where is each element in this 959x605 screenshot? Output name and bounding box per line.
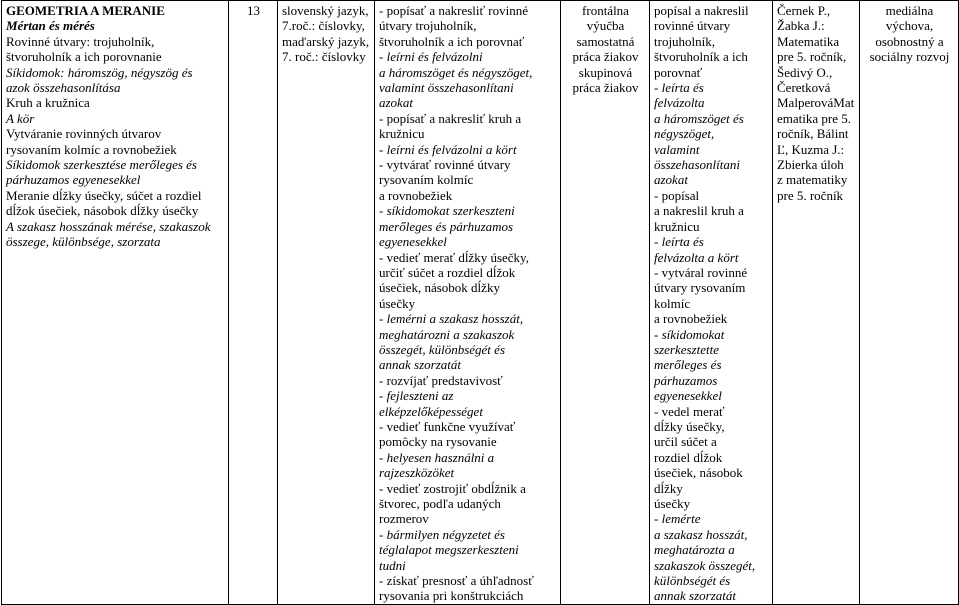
text-line: štvorec, podľa udaných bbox=[379, 496, 501, 511]
objectives-cell bbox=[375, 1, 561, 605]
text-line: A kör bbox=[6, 110, 35, 126]
text-line: különbségét és bbox=[654, 573, 731, 589]
text-line: kružnicu bbox=[379, 126, 425, 142]
text-line: - bármilyen négyzetet és bbox=[379, 526, 505, 542]
text-line: Černek P., bbox=[777, 3, 831, 18]
text-line: a háromszöget és négyszöget, bbox=[379, 64, 533, 80]
text-line: trojuholník, bbox=[654, 33, 716, 49]
text-line: azokat bbox=[654, 172, 688, 188]
text-line: Mértan és mérés bbox=[6, 18, 95, 34]
text-line: annak szorzatát bbox=[379, 357, 461, 373]
text-line: felvázolta a kört bbox=[654, 249, 739, 265]
text-line: Čeretková bbox=[777, 80, 831, 96]
text-line: dĺžky úsečky, bbox=[654, 418, 725, 434]
text-line: slovenský jazyk, bbox=[282, 3, 369, 18]
text-line: určil súčet a bbox=[654, 434, 717, 450]
text-line: výchova, bbox=[885, 18, 934, 34]
text-line: - síkidomokat szerkeszteni bbox=[379, 203, 515, 219]
text-line: szakaszok összegét, bbox=[654, 557, 756, 573]
text-line: Meranie dĺžky úsečky, súčet a rozdiel bbox=[6, 187, 202, 203]
references-cell bbox=[773, 1, 860, 605]
text-line: párhuzamos bbox=[654, 372, 718, 388]
text-line: - síkidomokat bbox=[654, 326, 725, 342]
text-line: 7. roč.: číslovky bbox=[282, 49, 366, 65]
text-line: porovnať bbox=[654, 64, 703, 80]
text-line: a szakasz hosszát, bbox=[654, 526, 748, 542]
text-line: rozmerov bbox=[379, 511, 429, 527]
text-line: rajzeszközöket bbox=[379, 465, 455, 481]
table-row bbox=[2, 1, 959, 605]
text-line: kolmíc bbox=[654, 295, 691, 311]
text-line: egyenesekkel bbox=[379, 234, 447, 250]
text-line: - rozvíjať predstavivosť bbox=[379, 372, 503, 388]
text-line: téglalapot megszerkeszteni bbox=[379, 542, 519, 558]
text-line: štvoruholník a ich porovnanie bbox=[6, 49, 162, 65]
text-line: - popísať a nakresliť kruh a bbox=[379, 110, 522, 126]
text-line: úsečky bbox=[654, 496, 691, 511]
text-line: rozdiel dĺžok bbox=[654, 449, 723, 465]
text-line: - vytvárať rovinné útvary bbox=[379, 157, 511, 173]
text-line: mediálna bbox=[885, 3, 934, 18]
text-line: azokat bbox=[379, 95, 413, 111]
text-line: egyenesekkel bbox=[654, 388, 722, 404]
text-line: a rovnobežiek bbox=[654, 311, 728, 327]
methods-cell bbox=[561, 1, 650, 605]
text-line: a háromszöget és bbox=[654, 110, 744, 126]
text-line: - leírni és felvázolni a kört bbox=[379, 141, 517, 157]
text-line: Rovinné útvary: trojuholník, bbox=[6, 33, 155, 49]
text-line: popísal a nakreslil bbox=[654, 3, 749, 18]
text-line: dĺžky bbox=[654, 480, 683, 496]
text-line: - vedieť funkčne využívať bbox=[379, 418, 516, 434]
text-line: - popísal bbox=[654, 187, 700, 203]
text-line: - lemérte bbox=[654, 511, 701, 527]
text-line: Síkidomok: háromszög, négyszög és bbox=[6, 64, 193, 80]
text-line: práca žiakov bbox=[572, 49, 639, 65]
text-line: - získať presnosť a úhľadnosť bbox=[379, 573, 534, 589]
text-line: osobnostný a bbox=[875, 33, 944, 49]
text-line: - helyesen használni a bbox=[379, 449, 495, 465]
text-line: merőleges és bbox=[654, 357, 722, 373]
text-line: kružnicu bbox=[654, 218, 700, 234]
hours-value: 13 bbox=[247, 3, 260, 18]
text-line: ematika pre 5. bbox=[777, 110, 851, 126]
text-line: rysovaním kolmíc a rovnobežiek bbox=[6, 141, 177, 157]
text-line: - leírta és bbox=[654, 80, 704, 96]
text-line: - vedieť zostrojiť obdĺžnik a bbox=[379, 480, 526, 496]
text-line: Vytváranie rovinných útvarov bbox=[6, 126, 162, 142]
text-line: rysovania pri konštrukciách bbox=[379, 588, 524, 604]
text-line: - leírni és felvázolni bbox=[379, 49, 483, 65]
text-line: GEOMETRIA A MERANIE bbox=[6, 3, 165, 18]
text-line: štvoruholník a ich bbox=[654, 49, 748, 65]
text-line: určiť súčet a rozdiel dĺžok bbox=[379, 264, 516, 280]
crosscutting-themes-cell bbox=[860, 1, 959, 605]
text-line: skupinová bbox=[578, 64, 633, 80]
text-line: - leírta és bbox=[654, 234, 704, 250]
text-line: úsečiek, násobok dĺžky bbox=[379, 280, 500, 296]
text-line: útvary trojuholník, bbox=[379, 18, 477, 34]
text-line: merőleges és párhuzamos bbox=[379, 218, 514, 234]
text-line: - vedel merať bbox=[654, 403, 725, 419]
text-line: rysovaním kolmíc bbox=[379, 172, 474, 188]
text-line: Kruh a kružnica bbox=[6, 95, 90, 111]
text-line: frontálna bbox=[582, 3, 629, 18]
text-line: valamint bbox=[654, 141, 700, 157]
text-line: samostatná bbox=[576, 33, 635, 49]
text-line: Ľ, Kuzma J.: bbox=[777, 141, 845, 157]
text-line: meghatározni a szakaszok bbox=[379, 326, 515, 342]
text-line: a nakreslil kruh a bbox=[654, 203, 744, 219]
text-line: - popísať a nakresliť rovinné bbox=[379, 3, 529, 18]
text-line: výučba bbox=[586, 18, 625, 34]
text-line: azok összehasonlítása bbox=[6, 80, 121, 96]
text-line: felvázolta bbox=[654, 95, 705, 111]
text-line: úsečky bbox=[379, 295, 416, 311]
text-line: sociálny rozvoj bbox=[869, 49, 950, 65]
text-line: annak szorzatát bbox=[654, 588, 736, 604]
text-line: összege, különbsége, szorzata bbox=[6, 234, 161, 250]
text-line: tudni bbox=[379, 557, 406, 573]
text-line: - lemérni a szakasz hosszát, bbox=[379, 311, 524, 327]
text-line: práca žiakov bbox=[572, 80, 639, 96]
text-line: Žabka J.: bbox=[777, 18, 825, 34]
curriculum-table bbox=[1, 0, 959, 605]
text-line: 7.roč.: číslovky, bbox=[282, 18, 365, 34]
text-line: összehasonlítani bbox=[654, 157, 740, 173]
text-line: rovinné útvary bbox=[654, 18, 731, 34]
text-line: Síkidomok szerkesztése merőleges és bbox=[6, 157, 197, 173]
outcomes-cell bbox=[650, 1, 773, 605]
text-line: pre 5. ročník bbox=[777, 187, 844, 203]
text-line: összegét, különbségét és bbox=[379, 341, 506, 357]
text-line: meghatározta a bbox=[654, 542, 735, 558]
text-line: A szakasz hosszának mérése, szakaszok bbox=[6, 218, 211, 234]
text-line: négyszöget, bbox=[654, 126, 715, 142]
text-line: Šedivý O., bbox=[777, 64, 833, 80]
text-line: Zbierka úloh bbox=[777, 157, 844, 173]
text-line: valamint összehasonlítani bbox=[379, 80, 514, 96]
text-line: pomôcky na rysovanie bbox=[379, 434, 497, 450]
text-line: štvoruholník a ich porovnať bbox=[379, 33, 525, 49]
cross-subject-cell bbox=[278, 1, 375, 605]
text-line: úsečiek, násobok bbox=[654, 465, 743, 481]
text-line: ročník, Bálint bbox=[777, 126, 849, 142]
text-line: pre 5. ročník, bbox=[777, 49, 847, 65]
text-line: párhuzamos egyenesekkel bbox=[6, 172, 141, 188]
text-line: a rovnobežiek bbox=[379, 187, 453, 203]
text-line: - fejleszteni az bbox=[379, 388, 454, 404]
text-line: szerkesztette bbox=[654, 341, 719, 357]
text-line: útvary rysovaním bbox=[654, 280, 746, 296]
text-line: maďarský jazyk, bbox=[282, 33, 370, 49]
text-line: - vytváral rovinné bbox=[654, 264, 748, 280]
text-line: MalperováMat bbox=[777, 95, 855, 111]
text-line: elképzelőképességet bbox=[379, 403, 483, 419]
text-line: dĺžok úsečiek, násobok dĺžky úsečky bbox=[6, 203, 199, 219]
hours-cell bbox=[229, 1, 278, 605]
text-line: - vedieť merať dĺžky úsečky, bbox=[379, 249, 529, 265]
text-line: z matematiky bbox=[777, 172, 848, 188]
topic-cell bbox=[2, 1, 229, 605]
text-line: Matematika bbox=[777, 33, 840, 49]
